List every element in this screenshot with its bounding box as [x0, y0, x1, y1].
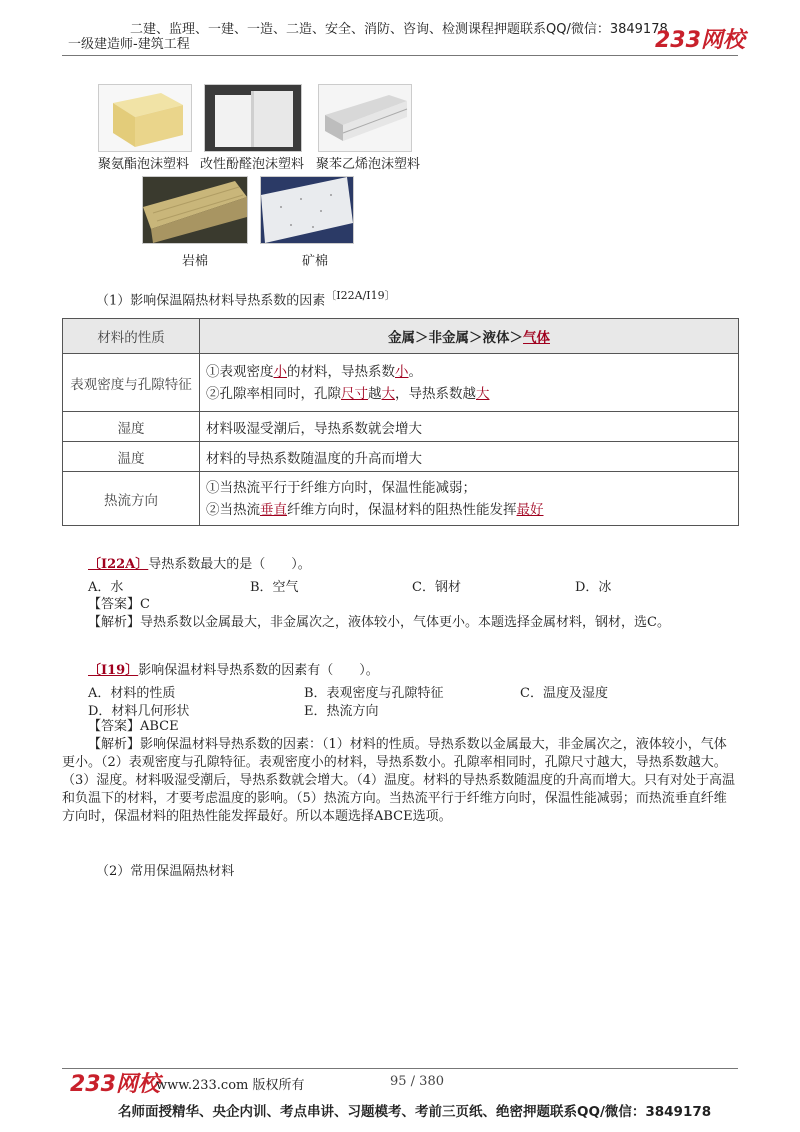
- row-label-temperature: 温度: [63, 442, 200, 472]
- brand-logo: 233网校: [655, 28, 745, 53]
- question-2-option-a: A．材料的性质: [88, 686, 176, 701]
- table-row: [63, 354, 739, 412]
- question-2-option-b: B．表观密度与孔隙特征: [304, 686, 444, 701]
- table-header-ranking: 金属＞非金属＞液体＞气体: [200, 319, 739, 354]
- caption-phenolic: 改性酚醛泡沫塑料: [200, 157, 305, 172]
- row-label-heat-flow: 热流方向: [63, 472, 200, 526]
- question-1-answer: 【答案】C: [88, 597, 150, 612]
- question-2-stem: 〔Ⅰ19〕影响保温材料导热系数的因素有（ ）。: [88, 663, 379, 678]
- question-1-tag: 〔Ⅰ22A〕: [88, 557, 149, 572]
- polystyrene-foam-image: [318, 84, 412, 152]
- table-header-property: 材料的性质: [63, 319, 200, 354]
- header-contact-line: 二建、监理、一建、一造、二造、安全、消防、咨询、检测课程押题联系QQ/微信：3849178: [130, 22, 668, 37]
- caption-polyurethane: 聚氨酯泡沫塑料: [98, 157, 190, 172]
- page-number: 95 / 380: [390, 1074, 444, 1089]
- mineral-wool-image: [260, 176, 354, 244]
- question-1-option-a: A．水: [88, 580, 124, 595]
- footer-divider: [62, 1068, 738, 1069]
- question-2-analysis: 【解析】影响保温材料导热系数的因素：（1）材料的性质。导热系数以金属最大，非金属次之，液体较小，气体更小。（2）表观密度与孔隙特征。表观密度小的材料，导热系数小。孔隙率相同时，孔隙尺寸越大，导热系数越大。（3）湿度。材料吸湿受潮后，导热系数就会增大。（4）温度。材料的导热系数随温度的升高而增大。只有对处于高温和负温下的材料，才要考虑温度的影响。（5）热流方向。当热流平行于纤维方向时，保温性能减弱；而热流垂直纤维方向时，保温材料的阻热性能发挥最好。所以本题选择ABCE选项。: [62, 737, 736, 824]
- question-1-stem: 〔Ⅰ22A〕导热系数最大的是（ ）。: [88, 557, 311, 572]
- question-1-option-d: D．冰: [575, 580, 612, 595]
- question-1-option-c: C．钢材: [412, 580, 461, 595]
- table-header-row: [63, 319, 739, 354]
- section-1-ref: 〔Ⅰ22A/Ⅰ19〕: [325, 289, 396, 302]
- phenolic-foam-image: [204, 84, 302, 152]
- footer-contact-line: 名师面授精华、央企内训、考点串讲、习题模考、考前三页纸、绝密押题联系QQ/微信：3849178: [118, 1104, 712, 1120]
- section-1-heading: [96, 287, 396, 308]
- footer-brand-logo: 233网校: [70, 1072, 160, 1097]
- section-1-text: （1）影响保温隔热材料导热系数的因素: [96, 293, 326, 309]
- question-2-option-e: E．热流方向: [304, 704, 379, 719]
- polyurethane-foam-image: [98, 84, 192, 152]
- question-1-analysis: 【解析】导热系数以金属最大，非金属次之，液体较小，气体更小。本题选择金属材料，钢材，选C。: [88, 615, 670, 630]
- header-divider: [62, 55, 738, 56]
- caption-rock-wool: 岩棉: [182, 254, 209, 269]
- question-1-option-b: B．空气: [250, 580, 299, 595]
- footer-copyright: www.233.com 版权所有: [156, 1078, 305, 1093]
- row-content-humidity: 材料吸湿受潮后，导热系数就会增大: [200, 412, 739, 442]
- table-row: [63, 412, 739, 442]
- row-content-density: ①表观密度小的材料，导热系数小。 ②孔隙率相同时，孔隙尺寸越大，导热系数越大: [200, 354, 739, 412]
- document-subtitle: 一级建造师-建筑工程: [68, 37, 190, 52]
- question-2-answer: 【答案】ABCE: [88, 719, 179, 734]
- caption-mineral-wool: 矿棉: [302, 254, 329, 269]
- question-2-option-d: D．材料几何形状: [88, 704, 190, 719]
- row-label-density: 表观密度与孔隙特征: [63, 354, 200, 412]
- caption-polystyrene: 聚苯乙烯泡沫塑料: [316, 157, 421, 172]
- section-2-heading: （2）常用保温隔热材料: [96, 864, 235, 879]
- question-2-tag: 〔Ⅰ19〕: [88, 663, 139, 678]
- row-content-heat-flow: ①当热流平行于纤维方向时，保温性能减弱； ②当热流垂直纤维方向时，保温材料的阻热性能发挥最好: [200, 472, 739, 526]
- question-2-option-c: C．温度及湿度: [520, 686, 608, 701]
- table-row: [63, 472, 739, 526]
- rock-wool-image: [142, 176, 248, 244]
- row-label-humidity: 湿度: [63, 412, 200, 442]
- row-content-temperature: 材料的导热系数随温度的升高而增大: [200, 442, 739, 472]
- table-row: [63, 442, 739, 472]
- thermal-factors-table: [62, 318, 739, 526]
